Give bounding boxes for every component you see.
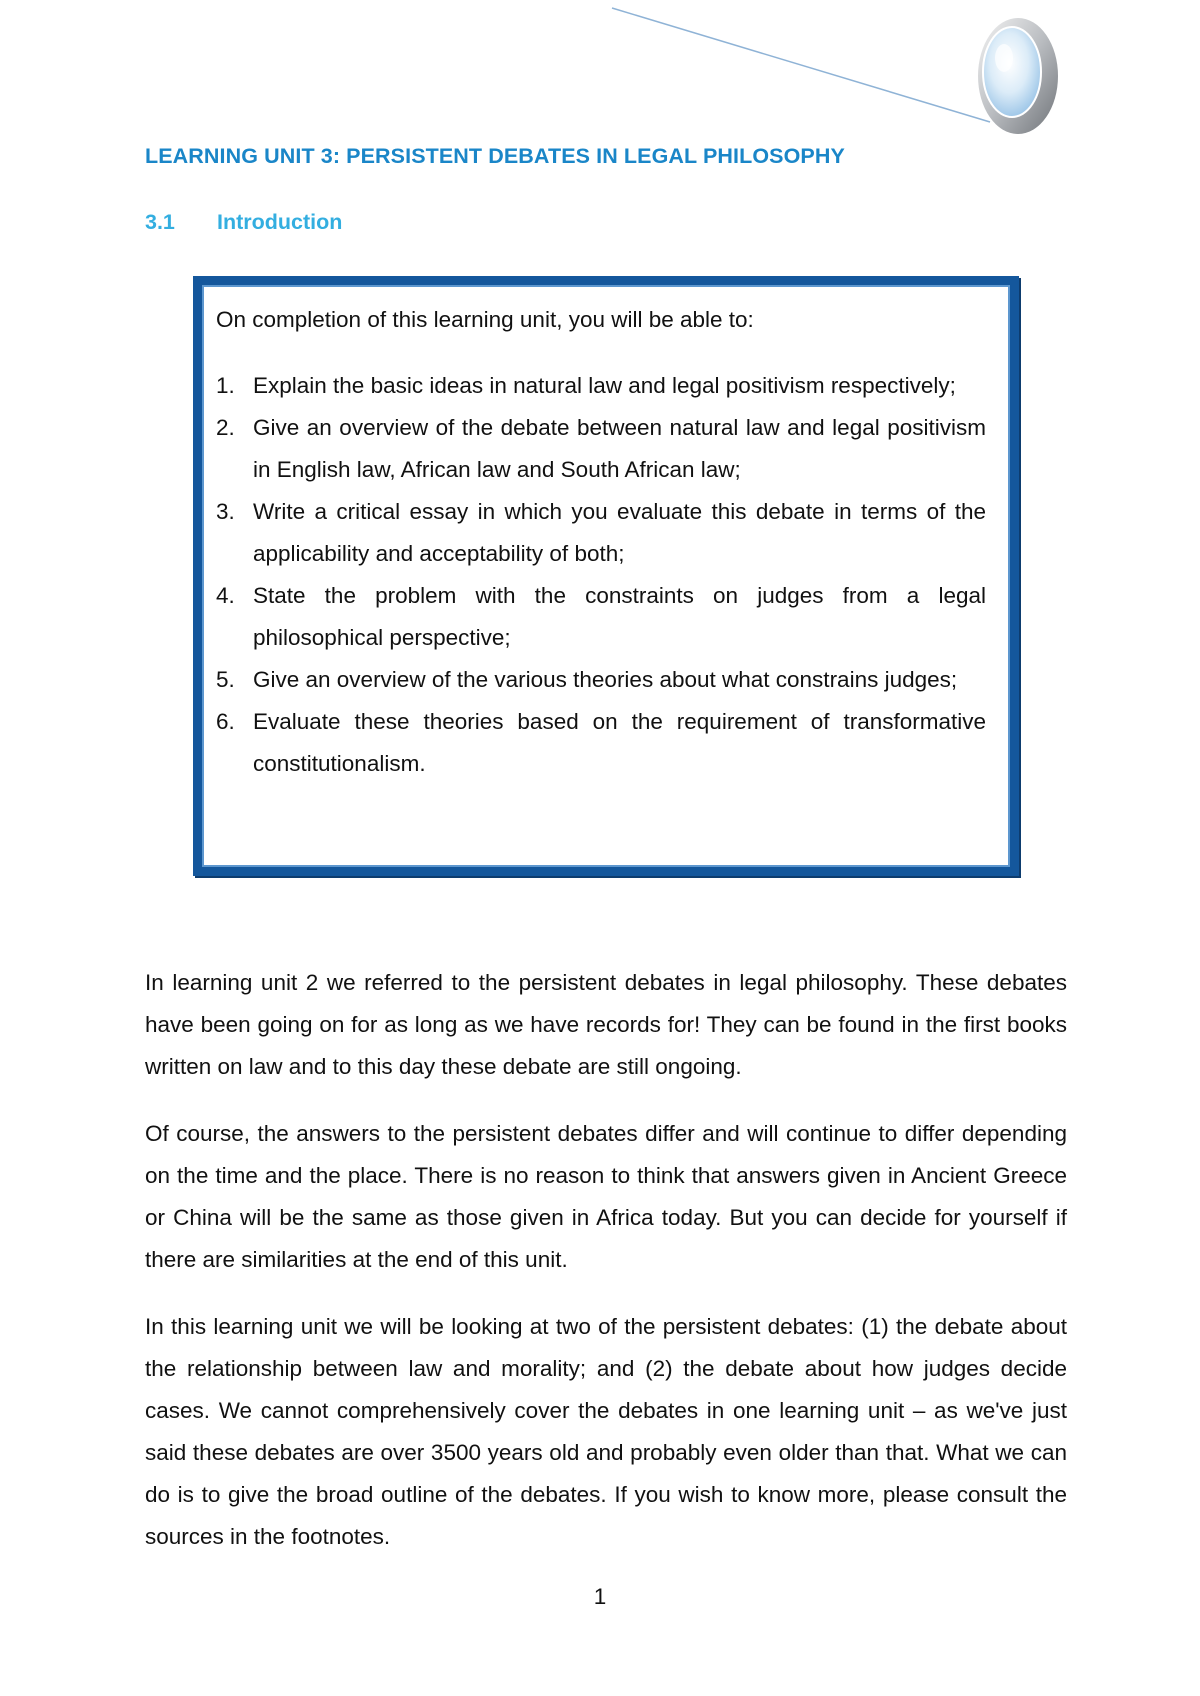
outcome-item [216, 575, 986, 659]
outcome-number: 6. [216, 709, 235, 734]
outcome-text: Give an overview of the various theories about what constrains judges; [253, 667, 958, 692]
body-paragraph: In this learning unit we will be looking at two of the persistent debates: (1) the debate about the relationship between law and morality; and (2) the debate about how judges decide cases. We cannot comprehensively cover the debates in one learning unit – as we've just said these debates are over 3500 years old and probably even older than that. What we can do is to give the broad outline of the debates. If you wish to know more, please consult the sources in the footnotes. [145, 1314, 1067, 1549]
section-title: Introduction [217, 210, 343, 234]
outcome-number: 5. [216, 667, 235, 692]
outcome-number: 4. [216, 583, 235, 608]
section-number: 3.1 [145, 210, 175, 234]
outcome-item [216, 659, 986, 701]
outcomes-list [216, 365, 986, 785]
outcomes-intro: On completion of this learning unit, you will be able to: [216, 307, 754, 332]
outcome-item [216, 365, 986, 407]
outcome-number: 2. [216, 415, 235, 440]
unit-title: LEARNING UNIT 3: PERSISTENT DEBATES IN LEGAL PHILOSOPHY [145, 144, 845, 168]
outcome-text: State the problem with the constraints on judges from a legal philosophical perspective; [253, 583, 986, 650]
outcome-number: 1. [216, 373, 235, 398]
outcome-text: Give an overview of the debate between natural law and legal positivism in English law, African law and South African law; [253, 415, 986, 482]
outcome-item [216, 407, 986, 491]
learning-outcomes-box [193, 276, 1019, 876]
header-decoration-icon [600, 0, 1080, 150]
body-paragraph: Of course, the answers to the persistent debates differ and will continue to differ depending on the time and the place. There is no reason to think that answers given in Ancient Greece or China will be the same as those given in Africa today. But you can decide for yourself if there are similarities at the end of this unit. [145, 1121, 1067, 1272]
outcome-number: 3. [216, 499, 235, 524]
body-paragraph: In learning unit 2 we referred to the persistent debates in legal philosophy. These debates have been going on for as long as we have records for! They can be found in the first books written on law and to this day these debate are still ongoing. [145, 970, 1067, 1079]
outcome-text: Explain the basic ideas in natural law and legal positivism respectively; [253, 373, 956, 398]
outcome-item [216, 491, 986, 575]
outcome-text: Evaluate these theories based on the requirement of transformative constitutionalism. [253, 709, 986, 776]
outcome-item [216, 701, 986, 785]
outcome-text: Write a critical essay in which you evaluate this debate in terms of the applicability and acceptability of both; [253, 499, 986, 566]
section-heading [145, 210, 342, 235]
page-number: 1 [593, 1584, 607, 1609]
